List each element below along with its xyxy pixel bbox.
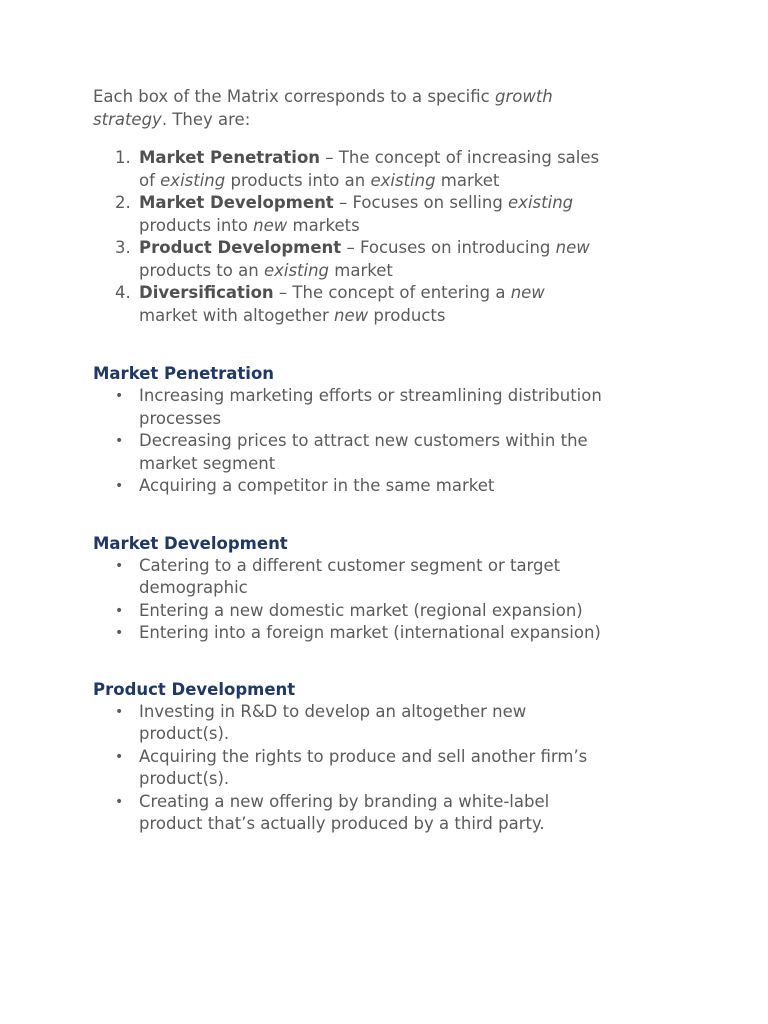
section-heading-product-development: Product Development <box>93 679 296 699</box>
bullet-icon: • <box>115 625 124 641</box>
strategy-item <box>93 237 603 282</box>
list-item-text: Creating a new offering by branding a white-label product that’s actually produced by a third party. <box>139 791 550 833</box>
bullet-icon: • <box>115 557 124 574</box>
intro-paragraph <box>93 86 603 131</box>
strategy-text: products to an <box>139 260 264 280</box>
strategy-emphasis: existing <box>370 170 436 190</box>
strategy-emphasis: new <box>555 238 590 257</box>
bullet-icon: • <box>115 388 124 404</box>
list-item-text: Acquiring the rights to produce and sell another firm’s product(s). <box>139 746 588 788</box>
strategy-text: – The concept of increasing sales of <box>139 148 600 190</box>
bullet-icon: • <box>115 433 124 449</box>
bullet-list-market-penetration <box>93 385 603 498</box>
strategy-item <box>93 147 603 192</box>
strategy-text: products <box>368 305 446 325</box>
strategy-text: market with altogether <box>139 305 335 325</box>
document-page <box>93 86 603 836</box>
intro-text-end: . They are: <box>161 109 251 129</box>
list-number: 4. <box>115 283 131 302</box>
list-item <box>93 430 603 475</box>
strategy-emphasis: new <box>253 215 288 235</box>
list-item <box>93 600 603 623</box>
list-item-text: Acquiring a competitor in the same market <box>139 476 495 495</box>
list-item-text: Entering a new domestic market (regional expansion) <box>139 600 583 620</box>
strategy-text: market <box>329 260 393 280</box>
strategy-text: – Focuses on selling <box>333 193 509 212</box>
list-item <box>93 791 603 836</box>
strategy-emphasis: new <box>334 305 369 325</box>
strategy-emphasis: new <box>510 283 545 302</box>
list-number: 1. <box>115 148 131 167</box>
bullet-list-product-development <box>93 701 603 836</box>
strategy-term: Product Development <box>139 238 342 257</box>
strategy-text: – Focuses on introducing <box>341 238 556 257</box>
strategy-text: market <box>435 170 500 190</box>
list-number: 2. <box>115 193 131 212</box>
list-item <box>93 701 603 746</box>
strategy-term: Market Penetration <box>139 148 321 167</box>
bullet-list-market-development <box>93 555 603 645</box>
bullet-icon: • <box>115 748 124 765</box>
strategy-item <box>93 282 603 327</box>
strategy-emphasis: existing <box>160 170 226 190</box>
section-heading-market-development: Market Development <box>93 533 288 553</box>
strategy-emphasis: existing <box>508 193 574 212</box>
strategy-list <box>93 147 603 327</box>
strategy-item <box>93 192 603 237</box>
bullet-icon: • <box>115 478 124 494</box>
bullet-icon: • <box>115 602 124 619</box>
strategy-term: Diversification <box>139 283 274 302</box>
list-item <box>93 385 603 430</box>
list-number: 3. <box>115 238 131 257</box>
list-item-text: Investing in R&D to develop an altogether new product(s). <box>139 701 527 743</box>
list-item <box>93 622 603 645</box>
intro-text: Each box of the Matrix corresponds to a specific <box>93 87 495 106</box>
list-item-text: Decreasing prices to attract new customers within the market segment <box>139 431 588 473</box>
list-item <box>93 475 603 498</box>
strategy-text: – The concept of entering a <box>273 283 511 302</box>
list-item <box>93 746 603 791</box>
list-item-text: Increasing marketing efforts or streamlining distribution processes <box>139 386 602 428</box>
list-item-text: Catering to a different customer segment or target demographic <box>139 555 561 597</box>
strategy-text: products into an <box>225 170 371 190</box>
strategy-term: Market Development <box>139 193 334 212</box>
bullet-icon: • <box>115 703 124 720</box>
strategy-emphasis: existing <box>263 260 330 280</box>
bullet-icon: • <box>115 793 124 810</box>
strategy-text: markets <box>287 215 360 235</box>
strategy-text: products into <box>139 215 254 235</box>
list-item-text: Entering into a foreign market (international expansion) <box>139 623 601 642</box>
intro-emphasis: growth strategy <box>93 87 553 129</box>
section-heading-market-penetration: Market Penetration <box>93 364 275 383</box>
list-item <box>93 555 603 600</box>
